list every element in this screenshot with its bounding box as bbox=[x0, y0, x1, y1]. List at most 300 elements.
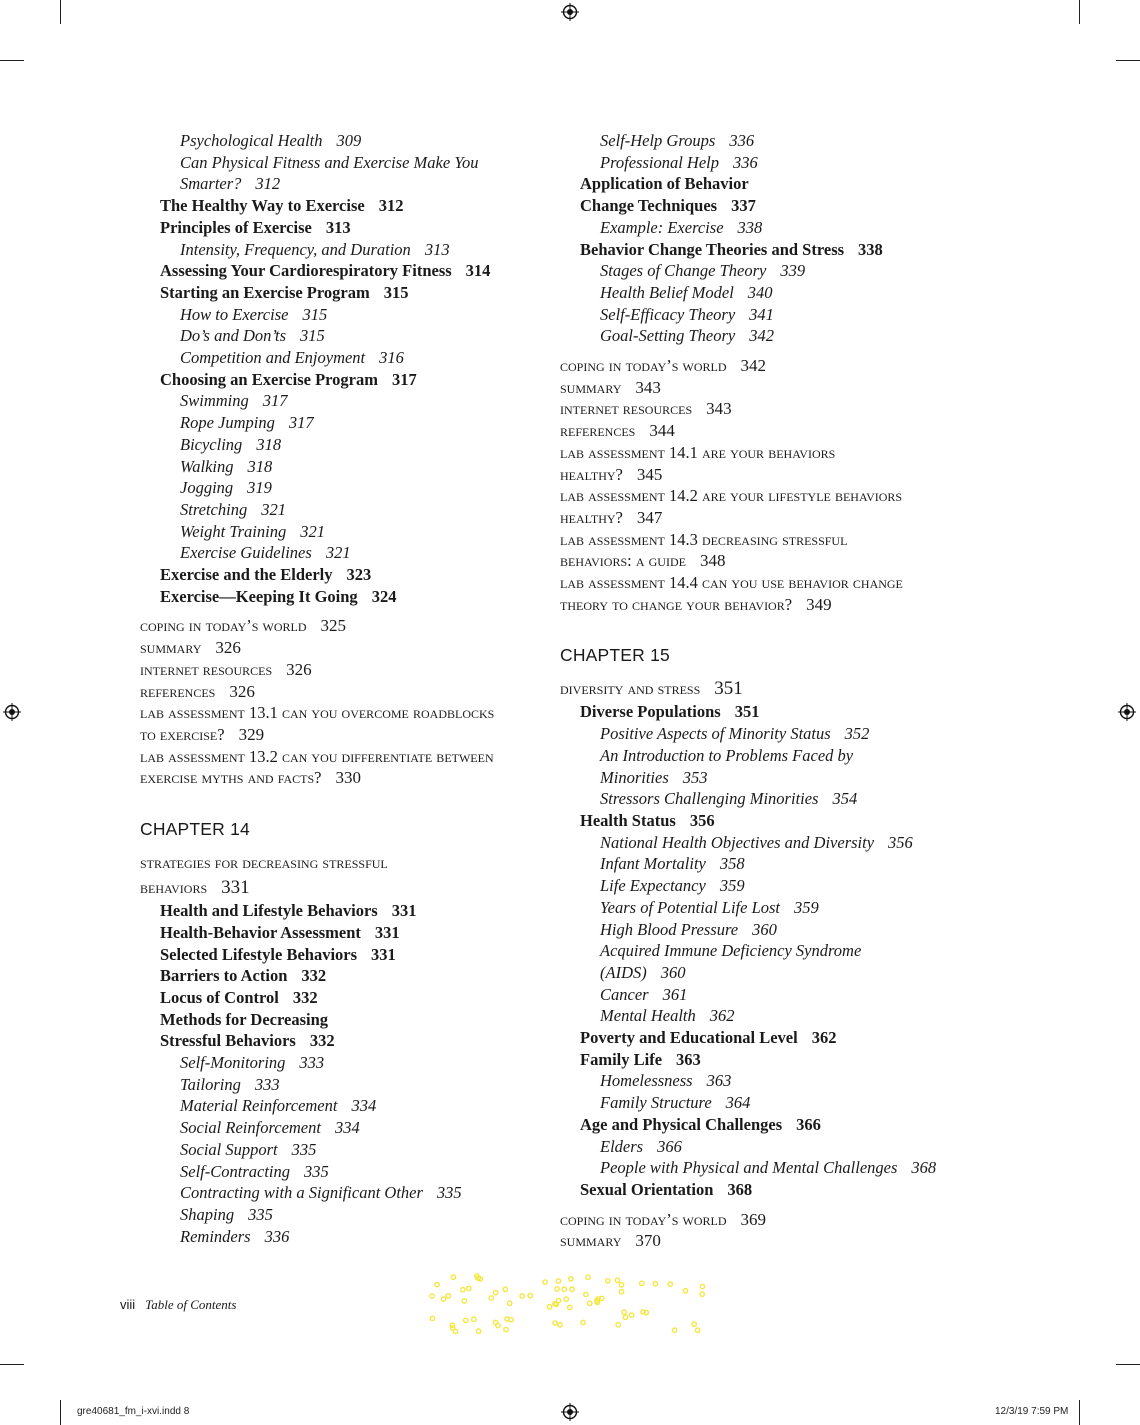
running-title: Table of Contents bbox=[145, 1297, 237, 1312]
color-bar-dot bbox=[553, 1321, 557, 1325]
toc-entry-page: 360 bbox=[752, 919, 777, 939]
toc-entry-text: Sexual Orientation bbox=[580, 1179, 714, 1199]
toc-entry-page: 331 bbox=[391, 901, 417, 921]
toc-entry bbox=[560, 304, 990, 326]
toc-entry-text: How to Exercise bbox=[180, 304, 289, 324]
toc-entry bbox=[140, 152, 560, 174]
toc-entry-page: 366 bbox=[657, 1136, 682, 1156]
color-bar-dot bbox=[493, 1290, 497, 1294]
toc-entry-page: 362 bbox=[709, 1006, 735, 1026]
toc-entry-text: lab assessment 14.4 can you use behavior change bbox=[560, 573, 903, 593]
toc-entry bbox=[140, 390, 560, 412]
toc-entry bbox=[560, 442, 990, 464]
toc-entry-page: 323 bbox=[346, 565, 372, 585]
toc-entry bbox=[140, 477, 560, 499]
chapter-title bbox=[560, 676, 990, 701]
toc-entry-text: Years of Potential Life Lost bbox=[600, 897, 781, 917]
toc-entry bbox=[560, 1070, 990, 1092]
color-bar-dot bbox=[672, 1328, 676, 1332]
toc-entry bbox=[560, 1092, 990, 1114]
toc-entry bbox=[140, 900, 560, 922]
toc-entry-page: 359 bbox=[794, 897, 819, 917]
color-bar-dot bbox=[430, 1316, 434, 1320]
toc-entry-page: 332 bbox=[301, 966, 327, 986]
color-bar-dot bbox=[584, 1292, 588, 1296]
toc-entry bbox=[140, 1226, 560, 1248]
toc-entry-page: 317 bbox=[288, 413, 314, 433]
color-bar-dot bbox=[464, 1318, 468, 1322]
color-bar-dot bbox=[547, 1305, 551, 1309]
toc-entry bbox=[560, 355, 990, 377]
toc-entry-page: 369 bbox=[740, 1209, 767, 1229]
toc-entry bbox=[140, 1182, 560, 1204]
date-slug: 12/3/19 7:59 PM bbox=[995, 1406, 1069, 1417]
toc-entry bbox=[560, 260, 990, 282]
toc-entry-page: 359 bbox=[719, 876, 745, 896]
color-bar-dot bbox=[476, 1329, 480, 1333]
color-bar-decoration bbox=[425, 1272, 720, 1336]
toc-entry bbox=[140, 944, 560, 966]
toc-entry-text: Locus of Control bbox=[160, 987, 279, 1007]
toc-entry-text: Assessing Your Cardiorespiratory Fitness bbox=[160, 261, 452, 281]
toc-entry bbox=[560, 1209, 990, 1231]
toc-entry-page: 329 bbox=[238, 724, 265, 744]
color-bar-dot bbox=[619, 1290, 623, 1294]
toc-entry-text: Self-Monitoring bbox=[180, 1053, 286, 1073]
toc-entry-text: Weight Training bbox=[180, 521, 287, 541]
toc-entry-page: 315 bbox=[300, 326, 325, 346]
toc-entry-text: Cancer bbox=[600, 984, 649, 1004]
toc-entry bbox=[140, 217, 560, 239]
toc-entry-page: 349 bbox=[806, 594, 832, 614]
toc-entry-text: Starting an Exercise Program bbox=[160, 282, 370, 302]
toc-entry bbox=[140, 767, 560, 789]
toc-entry-page: 356 bbox=[888, 832, 913, 852]
color-bar-dot bbox=[629, 1313, 633, 1317]
toc-entry bbox=[140, 965, 560, 987]
toc-entry bbox=[560, 940, 990, 962]
toc-entry-page: 343 bbox=[706, 399, 732, 419]
toc-entry-page: 361 bbox=[662, 984, 688, 1004]
color-bar-dot bbox=[472, 1317, 476, 1321]
toc-entry-text: Methods for Decreasing bbox=[160, 1009, 329, 1029]
toc-entry-text: Stressors Challenging Minorities bbox=[600, 789, 819, 809]
toc-entry-text: internet resources bbox=[560, 399, 693, 419]
chapter-heading: CHAPTER 15 bbox=[560, 645, 670, 666]
toc-entry-text: Material Reinforcement bbox=[180, 1096, 338, 1116]
toc-entry-text: Poverty and Educational Level bbox=[580, 1028, 798, 1048]
toc-entry-page: 333 bbox=[254, 1074, 280, 1094]
color-bar-dot bbox=[606, 1279, 610, 1283]
toc-entry-text: Psychological Health bbox=[180, 131, 323, 150]
toc-entry-page: 336 bbox=[729, 131, 755, 150]
toc-entry-page: 338 bbox=[858, 239, 883, 259]
color-bar-dot bbox=[623, 1315, 627, 1319]
color-bar-dot bbox=[700, 1292, 704, 1296]
toc-entry-text: Application of Behavior bbox=[580, 174, 749, 194]
toc-entry-page: 345 bbox=[636, 464, 663, 484]
toc-entry bbox=[560, 239, 990, 261]
toc-entry bbox=[140, 173, 560, 195]
toc-entry-page: 318 bbox=[247, 456, 273, 476]
color-bar-dot bbox=[467, 1286, 471, 1290]
toc-entry-text: Family Life bbox=[580, 1049, 663, 1069]
toc-entries-chapter14 bbox=[140, 900, 560, 1247]
toc-entry-page: 316 bbox=[379, 348, 404, 368]
toc-entry-text: Mental Health bbox=[600, 1006, 696, 1026]
toc-entry-page: 362 bbox=[811, 1028, 837, 1048]
toc-entry bbox=[560, 377, 990, 399]
page-number: viii bbox=[120, 1297, 136, 1312]
toc-entry-text: Behavior Change Theories and Stress bbox=[580, 239, 845, 259]
toc-entry-text: lab assessment 14.3 decreasing stressful bbox=[560, 529, 848, 549]
toc-entry bbox=[140, 521, 560, 543]
toc-entry-text: references bbox=[140, 681, 216, 701]
toc-entry bbox=[140, 434, 560, 456]
toc-entry-text: exercise myths and facts? bbox=[140, 768, 322, 788]
toc-entry bbox=[560, 485, 990, 507]
toc-entry-page: 315 bbox=[383, 282, 409, 302]
toc-entry-text: Infant Mortality bbox=[600, 854, 706, 874]
toc-entry-text: Jogging bbox=[180, 478, 234, 498]
toc-entry-page: 321 bbox=[300, 521, 325, 541]
toc-entry bbox=[140, 659, 560, 681]
color-bar-dot bbox=[564, 1297, 568, 1301]
toc-entry bbox=[140, 456, 560, 478]
toc-entry-page: 317 bbox=[262, 391, 288, 411]
color-bar-dot bbox=[622, 1310, 626, 1314]
color-bar-dot bbox=[451, 1275, 455, 1279]
color-bar-dot bbox=[695, 1328, 699, 1332]
toc-entry-text: coping in today’s world bbox=[560, 356, 727, 376]
color-bar-dot bbox=[581, 1320, 585, 1324]
toc-entry bbox=[560, 195, 990, 217]
toc-entries-left bbox=[140, 130, 560, 789]
crop-mark bbox=[0, 1364, 24, 1365]
toc-entry bbox=[140, 260, 560, 282]
toc-entry-page: 326 bbox=[215, 638, 241, 658]
toc-entry bbox=[140, 325, 560, 347]
color-bar-dot bbox=[586, 1275, 590, 1279]
toc-entry-page: 356 bbox=[689, 810, 715, 830]
crop-mark bbox=[60, 0, 61, 24]
color-bar-dot bbox=[653, 1282, 657, 1286]
toc-entry-page: 330 bbox=[335, 768, 361, 788]
toc-entry bbox=[560, 173, 990, 195]
toc-entry bbox=[560, 398, 990, 420]
toc-entries-chapter15 bbox=[560, 701, 990, 1252]
toc-entry-text: Bicycling bbox=[180, 434, 243, 454]
color-bar-dot bbox=[588, 1301, 592, 1305]
toc-entry-text: An Introduction to Problems Faced by bbox=[600, 745, 854, 765]
registration-mark-icon bbox=[561, 3, 579, 21]
toc-entry bbox=[560, 767, 990, 789]
toc-entry-text: to exercise? bbox=[140, 724, 225, 744]
toc-entry-page: 342 bbox=[740, 356, 767, 376]
color-bar-dot bbox=[568, 1305, 572, 1309]
toc-entry-text: Competition and Enjoyment bbox=[180, 348, 366, 368]
toc-entry-text: Diverse Populations bbox=[580, 702, 721, 722]
toc-entry bbox=[560, 1049, 990, 1071]
toc-entry-page: 335 bbox=[436, 1183, 462, 1203]
toc-entry bbox=[140, 564, 560, 586]
toc-entry-page: 352 bbox=[844, 724, 870, 744]
toc-entry bbox=[140, 615, 560, 637]
toc-entry bbox=[560, 1157, 990, 1179]
toc-entry-text: healthy? bbox=[560, 464, 623, 484]
toc-entry-text: Age and Physical Challenges bbox=[580, 1114, 783, 1134]
color-bar-dot bbox=[489, 1296, 493, 1300]
toc-entry-text: Self-Contracting bbox=[180, 1161, 290, 1181]
toc-entry-page: 331 bbox=[374, 922, 400, 942]
toc-entry-text: Change Techniques bbox=[580, 196, 718, 216]
toc-entry bbox=[140, 130, 560, 152]
toc-entry-page: 339 bbox=[780, 261, 806, 281]
toc-entry-text: Health and Lifestyle Behaviors bbox=[160, 901, 378, 921]
toc-entry bbox=[560, 529, 990, 551]
toc-entry-page: 360 bbox=[660, 962, 686, 982]
toc-entry bbox=[560, 788, 990, 810]
color-bar-dot bbox=[430, 1294, 434, 1298]
toc-entry bbox=[560, 594, 990, 616]
toc-entry-text: Stretching bbox=[180, 499, 248, 519]
toc-entry-text: Walking bbox=[180, 456, 234, 476]
toc-entry bbox=[560, 325, 990, 347]
toc-entry-page: 353 bbox=[682, 767, 708, 787]
color-bar-dot bbox=[619, 1283, 623, 1287]
toc-entry-page: 325 bbox=[320, 616, 347, 636]
toc-entry-page: 332 bbox=[292, 987, 318, 1007]
color-bar-dot bbox=[640, 1281, 644, 1285]
color-bar-dot bbox=[558, 1323, 562, 1327]
toc-entry-page: 358 bbox=[719, 854, 745, 874]
toc-entry-text: Selected Lifestyle Behaviors bbox=[160, 944, 358, 964]
toc-entry bbox=[140, 412, 560, 434]
toc-entry-text: Exercise—Keeping It Going bbox=[160, 586, 358, 606]
chapter-title bbox=[140, 850, 560, 875]
toc-entry-text: Social Support bbox=[180, 1139, 278, 1159]
color-bar-dot bbox=[556, 1279, 560, 1283]
toc-entry-page: 332 bbox=[309, 1031, 335, 1051]
toc-entry-text: Minorities bbox=[600, 767, 669, 787]
toc-entry bbox=[140, 304, 560, 326]
toc-entry-page: 312 bbox=[255, 174, 281, 194]
toc-entry-text: theory to change your behavior? bbox=[560, 594, 793, 614]
toc-entry bbox=[560, 701, 990, 723]
toc-entry bbox=[140, 681, 560, 703]
toc-entry bbox=[140, 1074, 560, 1096]
toc-entry-page: 370 bbox=[635, 1231, 661, 1251]
toc-entry-text: lab assessment 14.2 are your lifestyle behaviors bbox=[560, 486, 903, 506]
toc-entry-page: 324 bbox=[371, 586, 397, 606]
color-bar-dot bbox=[700, 1284, 704, 1288]
toc-entry-text: lab assessment 14.1 are your behaviors bbox=[560, 442, 836, 462]
toc-entry bbox=[560, 550, 990, 572]
toc-entry-text: lab assessment 13.1 can you overcome roadblocks bbox=[140, 703, 495, 723]
toc-entry bbox=[140, 1204, 560, 1226]
color-bar-dot bbox=[616, 1323, 620, 1327]
toc-entry bbox=[560, 810, 990, 832]
toc-entry-text: Social Reinforcement bbox=[180, 1118, 321, 1138]
toc-entry-text: summary bbox=[560, 1231, 622, 1251]
toc-entry bbox=[560, 507, 990, 529]
toc-entry-page: 313 bbox=[424, 239, 450, 259]
color-bar-dot bbox=[692, 1322, 696, 1326]
toc-entry-page: 318 bbox=[256, 434, 282, 454]
toc-entry bbox=[140, 987, 560, 1009]
color-bar-dot bbox=[668, 1282, 672, 1286]
toc-entry bbox=[140, 637, 560, 659]
color-bar-dot bbox=[504, 1327, 508, 1331]
toc-entry-text: lab assessment 13.2 can you differentiate between bbox=[140, 746, 494, 766]
toc-entry bbox=[560, 745, 990, 767]
color-bar-dot bbox=[570, 1287, 574, 1291]
toc-entry-text: Elders bbox=[600, 1136, 644, 1156]
toc-entry-text: Stressful Behaviors bbox=[160, 1031, 296, 1051]
toc-entry-text: Shaping bbox=[180, 1204, 235, 1224]
page-footer bbox=[120, 1297, 236, 1313]
toc-entry-text: Positive Aspects of Minority Status bbox=[600, 724, 831, 744]
registration-mark-icon bbox=[561, 1403, 579, 1421]
toc-entries-right bbox=[560, 130, 990, 615]
color-bar-dot bbox=[528, 1293, 532, 1297]
crop-mark bbox=[60, 1400, 61, 1425]
toc-entry-text: Health Belief Model bbox=[600, 282, 734, 302]
toc-entry bbox=[140, 542, 560, 564]
toc-entry bbox=[560, 1136, 990, 1158]
toc-entry-text: Exercise and the Elderly bbox=[160, 565, 333, 585]
toc-entry-text: Self-Efficacy Theory bbox=[600, 304, 736, 324]
file-slug: gre40681_fm_i-xvi.indd 8 bbox=[77, 1406, 190, 1417]
toc-entry bbox=[560, 464, 990, 486]
color-bar-dot bbox=[641, 1310, 645, 1314]
toc-entry-text: Principles of Exercise bbox=[160, 217, 312, 237]
toc-entry-text: Swimming bbox=[180, 391, 249, 411]
toc-entry-text: Exercise Guidelines bbox=[180, 543, 312, 563]
toc-entry bbox=[560, 984, 990, 1006]
toc-entry-page: 326 bbox=[229, 681, 255, 701]
color-bar-dot bbox=[543, 1280, 547, 1284]
toc-entry-page: 354 bbox=[832, 789, 858, 809]
toc-entry bbox=[560, 1114, 990, 1136]
color-bar-dot bbox=[683, 1289, 687, 1293]
toc-entry-text: National Health Objectives and Diversity bbox=[600, 832, 875, 852]
toc-entry-page: 351 bbox=[734, 702, 760, 722]
toc-entry bbox=[140, 586, 560, 608]
crop-mark bbox=[1079, 1400, 1080, 1425]
toc-entry bbox=[140, 1095, 560, 1117]
toc-entry-page: 363 bbox=[706, 1071, 732, 1091]
chapter-heading: CHAPTER 14 bbox=[140, 819, 250, 840]
toc-entry-page: 368 bbox=[911, 1158, 937, 1178]
toc-entry-text: Acquired Immune Deficiency Syndrome bbox=[600, 941, 862, 961]
color-bar-dot bbox=[446, 1294, 450, 1298]
color-bar-dot bbox=[462, 1299, 466, 1303]
chapter-page-number: 351 bbox=[714, 678, 743, 700]
chapter-title-line: diversity and stress bbox=[560, 679, 701, 699]
toc-entry-text: references bbox=[560, 421, 636, 441]
toc-entry-page: 317 bbox=[392, 369, 417, 389]
color-bar-dot bbox=[555, 1287, 559, 1291]
color-bar-dot bbox=[569, 1277, 573, 1281]
toc-entry-text: Example: Exercise bbox=[600, 217, 724, 237]
chapter-title-line: behaviors bbox=[140, 878, 208, 898]
toc-entry-text: Goal-Setting Theory bbox=[600, 326, 736, 346]
toc-entry bbox=[140, 1117, 560, 1139]
toc-entry bbox=[140, 1161, 560, 1183]
toc-entry-text: internet resources bbox=[140, 659, 273, 679]
toc-entry-page: 321 bbox=[261, 499, 286, 519]
toc-entry-page: 335 bbox=[248, 1204, 273, 1224]
toc-entry-text: healthy? bbox=[560, 507, 623, 527]
toc-entry-page: 364 bbox=[725, 1093, 751, 1113]
toc-entry-text: Family Structure bbox=[600, 1093, 712, 1113]
toc-entry-text: Rope Jumping bbox=[180, 413, 275, 433]
toc-entry-text: behaviors: a guide bbox=[560, 551, 686, 571]
toc-entry-page: 334 bbox=[334, 1118, 360, 1138]
toc-entry-text: coping in today’s world bbox=[560, 1209, 727, 1229]
toc-entry bbox=[560, 853, 990, 875]
toc-entry bbox=[140, 239, 560, 261]
toc-entry-text: Barriers to Action bbox=[160, 966, 288, 986]
toc-entry bbox=[140, 1139, 560, 1161]
color-bar-dot bbox=[615, 1278, 619, 1282]
toc-entry-text: Stages of Change Theory bbox=[600, 261, 767, 281]
crop-mark bbox=[1079, 0, 1080, 24]
chapter-page-number: 331 bbox=[221, 877, 250, 899]
toc-entry-text: Health Status bbox=[580, 810, 676, 830]
toc-entry-page: 312 bbox=[378, 196, 404, 216]
toc-entry bbox=[140, 746, 560, 768]
toc-entry bbox=[560, 962, 990, 984]
color-bar-dot bbox=[505, 1317, 509, 1321]
toc-entry-page: 343 bbox=[635, 377, 661, 397]
toc-entry bbox=[140, 1030, 560, 1052]
toc-entry bbox=[560, 875, 990, 897]
crop-mark bbox=[1116, 60, 1140, 61]
color-bar-dot bbox=[508, 1301, 512, 1305]
toc-entry bbox=[140, 499, 560, 521]
toc-entry-page: 366 bbox=[796, 1114, 821, 1134]
toc-entry bbox=[560, 919, 990, 941]
toc-entry-page: 331 bbox=[371, 944, 396, 964]
color-bar-dot bbox=[441, 1297, 445, 1301]
toc-entry-text: Homelessness bbox=[600, 1071, 693, 1091]
crop-mark bbox=[0, 60, 24, 61]
toc-entry bbox=[140, 922, 560, 944]
toc-entry-page: 335 bbox=[291, 1139, 317, 1159]
toc-entry-text: Do’s and Don’ts bbox=[180, 326, 287, 346]
toc-entry bbox=[140, 1052, 560, 1074]
toc-entry-text: Life Expectancy bbox=[600, 876, 706, 896]
toc-entry-page: 347 bbox=[636, 507, 663, 527]
toc-entry-page: 333 bbox=[299, 1053, 325, 1073]
toc-entry-page: 315 bbox=[302, 304, 328, 324]
toc-entry-text: Reminders bbox=[180, 1226, 251, 1246]
toc-entry-page: 313 bbox=[325, 217, 351, 237]
toc-entry-page: 336 bbox=[733, 152, 758, 172]
toc-entry-text: summary bbox=[140, 638, 202, 658]
toc-entry-text: (AIDS) bbox=[600, 962, 647, 982]
toc-entry-page: 341 bbox=[749, 304, 774, 324]
registration-mark-icon bbox=[3, 703, 21, 721]
color-bar-dot bbox=[453, 1329, 457, 1333]
toc-entry-page: 338 bbox=[737, 217, 763, 237]
toc-entry-page: 314 bbox=[465, 261, 491, 281]
color-bar-dot bbox=[556, 1298, 560, 1302]
toc-entry bbox=[140, 1009, 560, 1031]
toc-entry-text: Contracting with a Significant Other bbox=[180, 1183, 423, 1203]
